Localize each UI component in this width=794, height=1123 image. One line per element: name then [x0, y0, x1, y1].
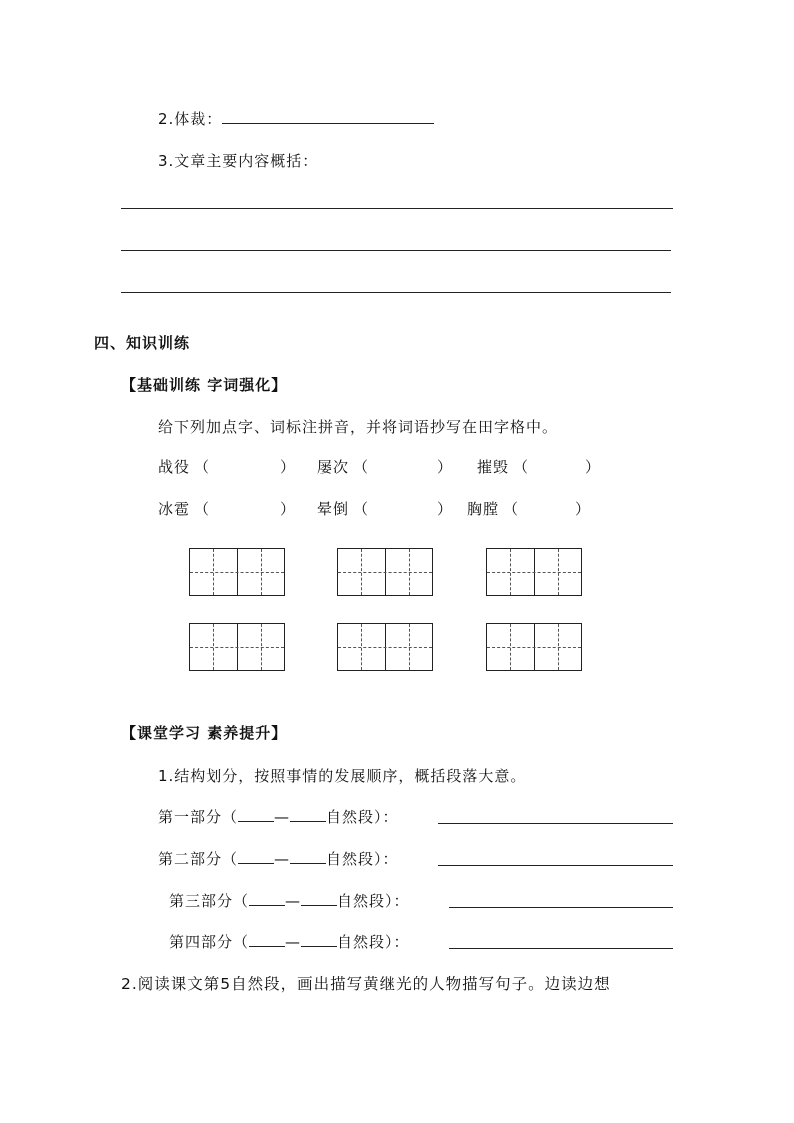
tianzige-grid[interactable]: [337, 548, 433, 596]
structure-task: 1.结构划分，按照事情的发展顺序，概括段落大意。: [158, 767, 527, 785]
part-row: 第四部分（ — 自然段）：: [169, 933, 410, 951]
word-item: 战役 （ ）: [158, 458, 297, 476]
word-item: 摧毁 （ ）: [477, 458, 602, 476]
word-item: 屡次 （ ）: [317, 458, 454, 476]
summary-answer-line-3[interactable]: [121, 292, 671, 293]
reading-task: 2.阅读课文第5自然段，画出描写黄继光的人物描写句子。边读边想: [121, 975, 611, 993]
tianzige-grid[interactable]: [486, 548, 582, 596]
start-para-blank[interactable]: [249, 932, 285, 947]
genre-answer-line[interactable]: [222, 108, 434, 124]
tianzige-grid[interactable]: [486, 623, 582, 671]
basic-instruction: 给下列加点字、词标注拼音，并将词语抄写在田字格中。: [158, 418, 559, 436]
start-para-blank[interactable]: [238, 807, 274, 822]
part-summary-line[interactable]: [449, 907, 673, 908]
end-para-blank[interactable]: [301, 891, 337, 906]
part-summary-line[interactable]: [438, 823, 673, 824]
end-para-blank[interactable]: [301, 932, 337, 947]
summary-prompt: 3.文章主要内容概括：: [158, 152, 319, 170]
summary-answer-line-2[interactable]: [121, 250, 671, 251]
start-para-blank[interactable]: [238, 849, 274, 864]
part-row: 第一部分（ — 自然段）：: [158, 808, 399, 826]
start-para-blank[interactable]: [249, 891, 285, 906]
basic-training-title: 【基础训练 字词强化】: [121, 376, 288, 394]
end-para-blank[interactable]: [290, 849, 326, 864]
part-summary-line[interactable]: [449, 948, 673, 949]
word-item: 晕倒 （ ）: [317, 500, 454, 518]
classroom-title: 【课堂学习 素养提升】: [121, 724, 288, 742]
tianzige-grid[interactable]: [189, 548, 285, 596]
genre-prompt: 2.体裁：: [158, 108, 434, 129]
part-summary-line[interactable]: [438, 865, 673, 866]
tianzige-grid[interactable]: [189, 623, 285, 671]
summary-answer-line-1[interactable]: [121, 208, 673, 209]
part-row: 第三部分（ — 自然段）：: [169, 892, 410, 910]
word-item: 冰雹 （ ）: [158, 500, 297, 518]
end-para-blank[interactable]: [290, 807, 326, 822]
section-heading: 四、知识训练: [94, 334, 191, 352]
tianzige-grid[interactable]: [337, 623, 433, 671]
part-row: 第二部分（ — 自然段）：: [158, 850, 399, 868]
word-item: 胸膛 （ ）: [467, 500, 592, 518]
